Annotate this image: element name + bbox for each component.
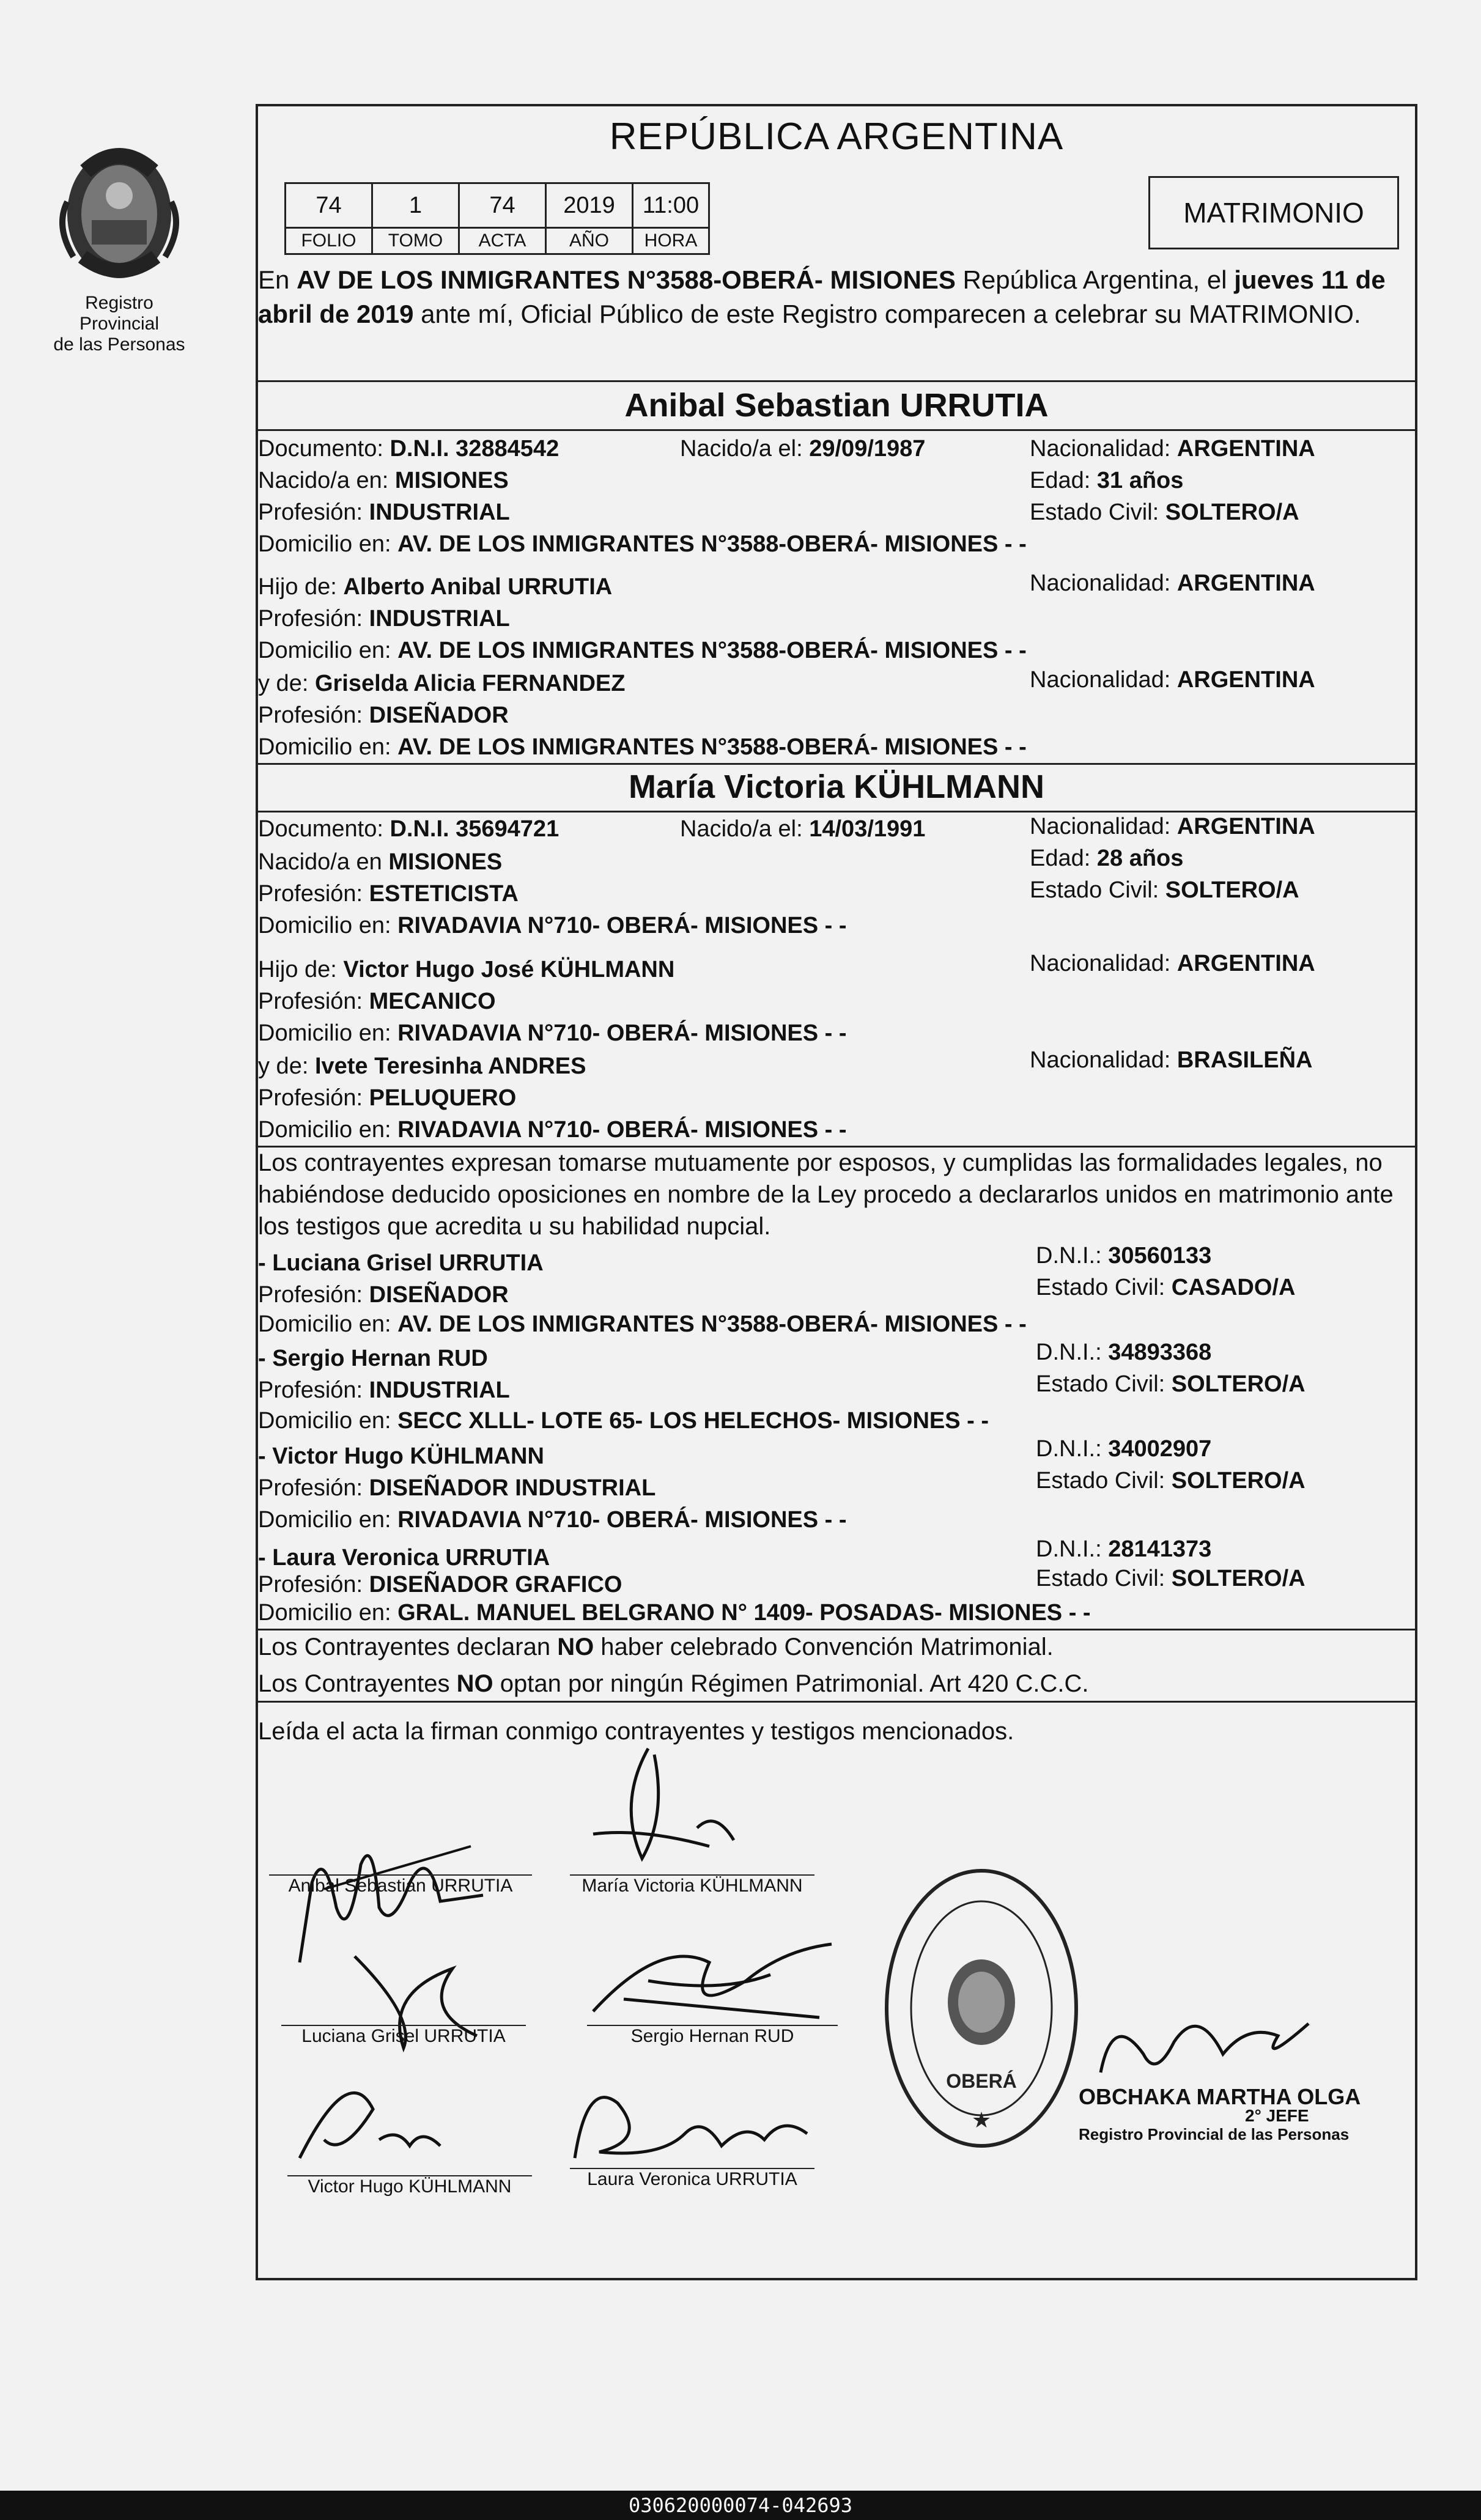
registry-logo [43,134,196,355]
witness-name: - Laura Veronica URRUTIA [258,1545,550,1571]
official-name: OBCHAKA MARTHA OLGA [1079,2084,1361,2109]
groom-father: Hijo de: Alberto Anibal URRUTIA [258,574,613,600]
witness-address: Domicilio en: AV. DE LOS INMIGRANTES N°3588-OBERÁ- MISIONES - - [258,1311,1027,1337]
bride-birthplace: Nacido/a en MISIONES [258,849,503,875]
groom-birthplace: Nacido/a en: MISIONES [258,468,509,493]
signature-scribble-icon [587,1926,844,2030]
witness-civil-status: Estado Civil: SOLTERO/A [1036,1371,1306,1397]
svg-text:★: ★ [971,2107,992,2132]
hora-value: 11:00 [633,183,709,228]
bride-father: Hijo de: Victor Hugo José KÜHLMANN [258,957,675,982]
witness-name: - Sergio Hernan RUD [258,1346,488,1371]
tomo-value: 1 [372,183,459,228]
official-office: Registro Provincial de las Personas [1079,2125,1350,2143]
bride-mother-profession: Profesión: PELUQUERO [258,1085,517,1111]
document-code: 030620000074-042693 [0,2491,1481,2520]
anio-value: 2019 [546,183,633,228]
anio-label: AÑO [546,228,633,254]
bride-mother-nationality: Nacionalidad: BRASILEÑA [1030,1047,1313,1073]
witness-profession: Profesión: INDUSTRIAL [258,1377,510,1403]
signature-scribble-icon [575,1736,758,1877]
signature-scribble-icon [563,2066,819,2170]
official-role: 2° JEFE [1245,2106,1309,2125]
registry-table [284,182,710,255]
witness-civil-status: Estado Civil: CASADO/A [1036,1275,1296,1300]
bride-father-profession: Profesión: MECANICO [258,989,496,1014]
groom-documento: Documento: D.N.I. 32884542 [258,436,560,462]
bride-birthdate: Nacido/a el: 14/03/1991 [680,816,926,842]
witness-profession: Profesión: DISEÑADOR INDUSTRIAL [258,1475,656,1501]
bride-mother: y de: Ivete Teresinha ANDRES [258,1053,586,1079]
witness-address: Domicilio en: GRAL. MANUEL BELGRANO N° 1409- POSADAS- MISIONES - - [258,1600,1091,1626]
witness-profession: Profesión: DISEÑADOR GRAFICO [258,1572,622,1597]
groom-mother: y de: Griselda Alicia FERNANDEZ [258,671,626,696]
signature-label: Luciana Grisel URRUTIA [301,2026,506,2046]
stamp-city: OBERÁ [946,2070,1017,2092]
folio-label: FOLIO [286,228,372,254]
witness-name: - Luciana Grisel URRUTIA [258,1250,544,1276]
witness-address: Domicilio en: SECC XLLL- LOTE 65- LOS HELECHOS- MISIONES - - [258,1408,989,1434]
folio-value: 74 [286,183,372,228]
intro-paragraph: En AV DE LOS INMIGRANTES N°3588-OBERÁ- MISIONES República Argentina, el jueves 11 de abril de 2019 ante mí, Oficial Público de este Registro comparecen a celebrar su MATRIMONIO. [258,265,1386,328]
bride-profession: Profesión: ESTETICISTA [258,881,519,907]
hora-label: HORA [633,228,709,254]
witness-profession: Profesión: DISEÑADOR [258,1282,509,1308]
witness-civil-status: Estado Civil: SOLTERO/A [1036,1468,1306,1494]
acta-label: ACTA [459,228,546,254]
groom-father-profession: Profesión: INDUSTRIAL [258,606,510,632]
groom-father-address: Domicilio en: AV. DE LOS INMIGRANTES N°3588-OBERÁ- MISIONES - - [258,638,1027,663]
acta-value: 74 [459,183,546,228]
province-shield-icon [49,134,190,287]
groom-mother-nationality: Nacionalidad: ARGENTINA [1030,667,1315,693]
witness-name: - Victor Hugo KÜHLMANN [258,1443,544,1469]
signature-scribble-icon [287,2066,471,2170]
groom-civil-status: Estado Civil: SOLTERO/A [1030,499,1299,525]
witness-dni: D.N.I.: 30560133 [1036,1243,1212,1269]
official-stamp-icon [881,1865,1082,2152]
groom-mother-profession: Profesión: DISEÑADOR [258,702,509,728]
bride-civil-status: Estado Civil: SOLTERO/A [1030,877,1299,903]
groom-age: Edad: 31 años [1030,468,1184,493]
bride-documento: Documento: D.N.I. 35694721 [258,816,560,842]
signature-label: Victor Hugo KÜHLMANN [308,2176,512,2197]
bride-father-nationality: Nacionalidad: ARGENTINA [1030,951,1315,976]
signature-label: Sergio Hernan RUD [630,2026,794,2046]
witness-dni: D.N.I.: 28141373 [1036,1536,1212,1562]
declaration-paragraph: Los contrayentes expresan tomarse mutuamente por esposos, y cumplidas las formalidades legales, no habiéndose deducido oposiciones en nombre de la Ley procedo a declararlos unidos en matrimonio ante los testigos que acredita u su habilidad nupcial. [258,1149,1394,1240]
bride-nationality: Nacionalidad: ARGENTINA [1030,814,1315,839]
signature-label: Laura Veronica URRUTIA [587,2169,797,2189]
bride-name: María Victoria KÜHLMANN [628,768,1045,805]
witness-address: Domicilio en: RIVADAVIA N°710- OBERÁ- MISIONES - - [258,1507,847,1533]
bride-father-address: Domicilio en: RIVADAVIA N°710- OBERÁ- MISIONES - - [258,1020,847,1046]
groom-father-nationality: Nacionalidad: ARGENTINA [1030,570,1315,596]
groom-birthdate: Nacido/a el: 29/09/1987 [680,436,926,462]
registry-name: Registro Provincial de las Personas [53,293,185,355]
bride-address: Domicilio en: RIVADAVIA N°710- OBERÁ- MISIONES - - [258,913,847,938]
convention-line-2: Los Contrayentes NO optan por ningún Régimen Patrimonial. Art 420 C.C.C. [258,1670,1089,1697]
groom-profession: Profesión: INDUSTRIAL [258,499,510,525]
signature-label: Anibal Sebastian URRUTIA [288,1876,513,1896]
signature-label: María Victoria KÜHLMANN [582,1876,803,1896]
bride-age: Edad: 28 años [1030,846,1184,871]
groom-address: Domicilio en: AV. DE LOS INMIGRANTES N°3588-OBERÁ- MISIONES - - [258,531,1027,557]
page-title: REPÚBLICA ARGENTINA [609,116,1064,158]
witness-dni: D.N.I.: 34893368 [1036,1339,1212,1365]
witness-civil-status: Estado Civil: SOLTERO/A [1036,1566,1306,1591]
closing-statement: Leída el acta la firman conmigo contrayentes y testigos mencionados. [258,1718,1014,1745]
tomo-label: TOMO [372,228,459,254]
witness-dni: D.N.I.: 34002907 [1036,1436,1212,1462]
convention-line-1: Los Contrayentes declaran NO haber celebrado Convención Matrimonial. [258,1634,1054,1660]
groom-name: Anibal Sebastian URRUTIA [624,387,1049,424]
bride-mother-address: Domicilio en: RIVADAVIA N°710- OBERÁ- MISIONES - - [258,1117,847,1143]
groom-mother-address: Domicilio en: AV. DE LOS INMIGRANTES N°3588-OBERÁ- MISIONES - - [258,734,1027,760]
groom-nationality: Nacionalidad: ARGENTINA [1030,436,1315,462]
act-type-box: MATRIMONIO [1148,176,1399,249]
